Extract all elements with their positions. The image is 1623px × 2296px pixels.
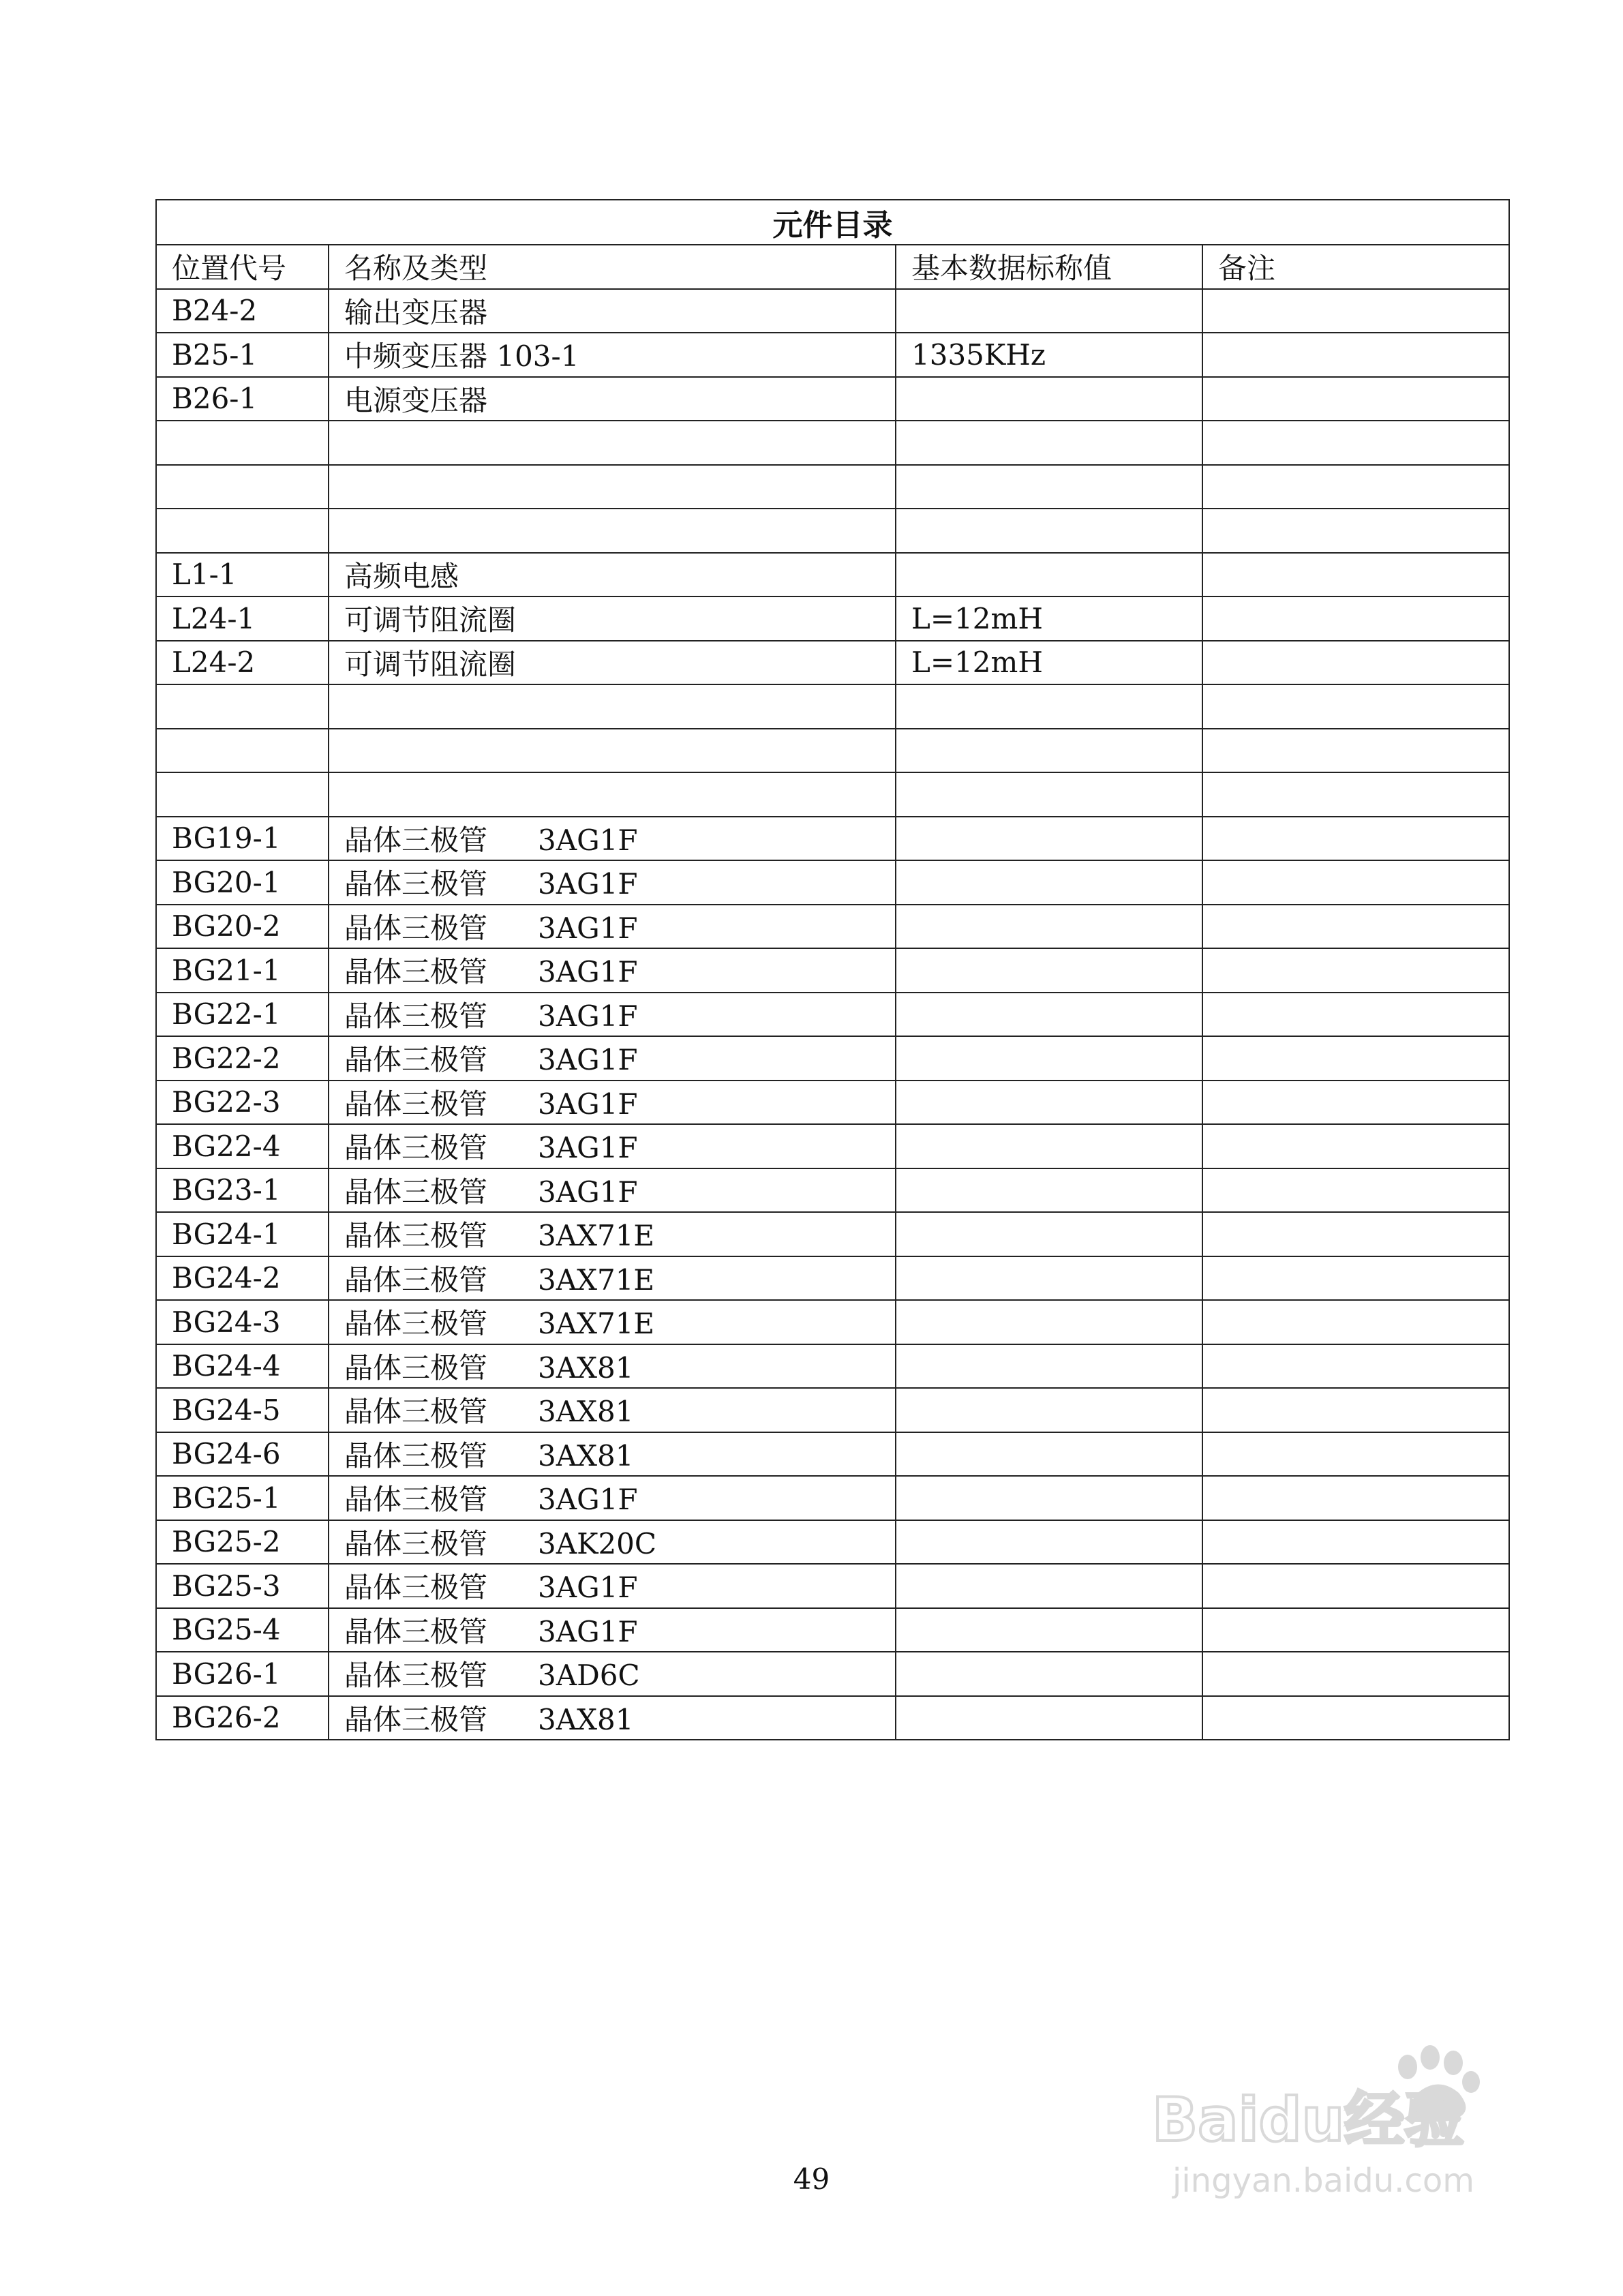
cell-position-code: BG24-5 [156,1388,329,1432]
cell-position-code: BG22-4 [156,1124,329,1168]
component-name: 中频变压器 103-1 [344,339,579,374]
cell-remarks [1202,1652,1509,1696]
table-row [156,1081,1509,1125]
cell-name-type [329,289,896,333]
cell-remarks [1202,421,1509,465]
cell-position-code: L1-1 [156,553,329,597]
table-row [156,1036,1509,1081]
component-name: 晶体三极管 [344,1483,488,1517]
cell-remarks [1202,1608,1509,1652]
component-name: 晶体三极管 [344,999,488,1033]
cell-nominal-value [896,1212,1202,1256]
cell-position-code: BG25-3 [156,1564,329,1608]
cell-nominal-value [896,1124,1202,1168]
component-model: 3AG1F [538,823,638,857]
component-name: 晶体三极管 [344,1571,488,1605]
table-row [156,553,1509,597]
title-row [156,200,1509,245]
cell-remarks [1202,1476,1509,1520]
cell-name-type [329,465,896,509]
watermark-brand: Baidu经验 [1152,2085,1465,2155]
table-row [156,1168,1509,1213]
cell-name-type [329,1036,896,1081]
cell-nominal-value [896,1300,1202,1344]
cell-position-code: B24-2 [156,289,329,333]
component-model: 3AX81 [538,1438,634,1472]
cell-remarks [1202,1520,1509,1565]
component-model: 3AG1F [538,1483,638,1517]
table-row [156,817,1509,861]
table-row [156,1124,1509,1168]
cell-position-code: BG25-2 [156,1520,329,1565]
table-row [156,1388,1509,1432]
cell-name-type [329,1696,896,1740]
cell-name-type [329,421,896,465]
cell-nominal-value [896,860,1202,905]
component-model: 3AG1F [538,1571,638,1605]
cell-name-type [329,553,896,597]
table-row [156,905,1509,949]
cell-remarks [1202,1564,1509,1608]
cell-nominal-value [896,1520,1202,1565]
component-name: 晶体三极管 [344,1614,488,1648]
component-model: 3AG1F [538,1131,638,1165]
cell-nominal-value: L=12mH [896,596,1202,641]
cell-name-type [329,641,896,685]
cell-nominal-value [896,1476,1202,1520]
cell-remarks [1202,1124,1509,1168]
component-name: 晶体三极管 [344,1526,488,1560]
cell-nominal-value [896,1432,1202,1477]
cell-remarks [1202,729,1509,773]
cell-nominal-value [896,1168,1202,1213]
component-model: 3AG1F [538,1087,638,1121]
component-name: 可调节阻流圈 [344,603,517,637]
table-row [156,377,1509,421]
cell-position-code [156,509,329,553]
cell-nominal-value [896,948,1202,993]
component-name: 晶体三极管 [344,1087,488,1121]
component-model: 3AX81 [538,1350,634,1385]
table-row [156,1564,1509,1608]
component-name: 可调节阻流圈 [344,647,517,681]
cell-name-type [329,684,896,729]
cell-nominal-value [896,993,1202,1037]
cell-name-type [329,1520,896,1565]
component-model: 3AK20C [538,1526,657,1560]
table-row [156,772,1509,817]
cell-name-type [329,948,896,993]
component-name: 晶体三极管 [344,1263,488,1297]
component-model: 3AX81 [538,1395,634,1429]
table-row [156,641,1509,685]
cell-name-type [329,1476,896,1520]
table-row [156,1300,1509,1344]
table-row [156,1476,1509,1520]
header-name-type: 名称及类型 [329,245,896,289]
component-name: 输出变压器 [344,295,488,329]
cell-nominal-value: 1335KHz [896,333,1202,377]
cell-name-type [329,1564,896,1608]
cell-remarks [1202,1256,1509,1301]
cell-nominal-value [896,729,1202,773]
table-row [156,1256,1509,1301]
table-row [156,289,1509,333]
component-table [155,199,1510,1740]
table-row [156,1520,1509,1565]
cell-nominal-value [896,1036,1202,1081]
cell-name-type [329,1432,896,1477]
cell-name-type [329,772,896,817]
cell-position-code: BG24-2 [156,1256,329,1301]
component-model: 3AG1F [538,1043,638,1077]
component-name: 晶体三极管 [344,1219,488,1253]
cell-position-code: BG22-1 [156,993,329,1037]
cell-remarks [1202,1081,1509,1125]
cell-name-type [329,509,896,553]
component-name: 晶体三极管 [344,1131,488,1165]
component-model: 3AX71E [538,1263,655,1297]
cell-nominal-value [896,1696,1202,1740]
cell-remarks [1202,948,1509,993]
cell-position-code: BG24-4 [156,1344,329,1389]
cell-nominal-value [896,772,1202,817]
table-row [156,596,1509,641]
table-row [156,509,1509,553]
cell-position-code [156,684,329,729]
table-title: 元件目录 [156,200,1509,245]
cell-position-code [156,421,329,465]
table-row [156,333,1509,377]
cell-nominal-value [896,1652,1202,1696]
component-model: 3AG1F [538,911,638,945]
cell-name-type [329,1608,896,1652]
page-number: 49 [793,2162,830,2196]
cell-position-code [156,772,329,817]
cell-position-code: B26-1 [156,377,329,421]
header-remarks: 备注 [1202,245,1509,289]
cell-position-code: BG19-1 [156,817,329,861]
cell-nominal-value [896,1344,1202,1389]
watermark-url: jingyan.baidu.com [1172,2162,1474,2200]
cell-nominal-value [896,1564,1202,1608]
table-body [156,289,1509,1740]
table-row [156,1608,1509,1652]
cell-name-type [329,1256,896,1301]
cell-remarks [1202,1696,1509,1740]
component-name: 晶体三极管 [344,1395,488,1429]
component-name: 高频电感 [344,559,459,593]
component-model: 3AD6C [538,1659,640,1693]
cell-name-type [329,817,896,861]
cell-name-type [329,1344,896,1389]
cell-remarks [1202,1168,1509,1213]
cell-position-code: BG26-2 [156,1696,329,1740]
header-position-code: 位置代号 [156,245,329,289]
cell-remarks [1202,1432,1509,1477]
cell-remarks [1202,817,1509,861]
cell-remarks [1202,1212,1509,1256]
table-row [156,421,1509,465]
cell-remarks [1202,684,1509,729]
cell-position-code: BG21-1 [156,948,329,993]
cell-remarks [1202,1300,1509,1344]
cell-nominal-value [896,553,1202,597]
cell-remarks [1202,553,1509,597]
component-name: 晶体三极管 [344,1043,488,1077]
cell-nominal-value [896,684,1202,729]
component-name: 电源变压器 [344,383,488,417]
cell-nominal-value: L=12mH [896,641,1202,685]
cell-position-code [156,729,329,773]
component-name: 晶体三极管 [344,955,488,989]
cell-position-code: BG25-1 [156,1476,329,1520]
cell-position-code: BG23-1 [156,1168,329,1213]
component-name: 晶体三极管 [344,823,488,857]
cell-position-code: BG25-4 [156,1608,329,1652]
cell-remarks [1202,377,1509,421]
cell-position-code: BG20-1 [156,860,329,905]
cell-name-type [329,1124,896,1168]
cell-name-type [329,596,896,641]
cell-remarks [1202,1344,1509,1389]
cell-remarks [1202,333,1509,377]
component-model: 3AG1F [538,999,638,1033]
cell-name-type [329,993,896,1037]
component-name: 晶体三极管 [344,1175,488,1209]
cell-name-type [329,905,896,949]
cell-name-type [329,333,896,377]
cell-nominal-value [896,377,1202,421]
cell-nominal-value [896,421,1202,465]
cell-remarks [1202,596,1509,641]
cell-nominal-value [896,1256,1202,1301]
cell-position-code: BG24-6 [156,1432,329,1477]
cell-name-type [329,1652,896,1696]
table-row [156,729,1509,773]
table-row [156,993,1509,1037]
cell-position-code: BG22-3 [156,1081,329,1125]
cell-name-type [329,1212,896,1256]
cell-nominal-value [896,289,1202,333]
cell-nominal-value [896,1081,1202,1125]
cell-remarks [1202,641,1509,685]
cell-position-code: BG26-1 [156,1652,329,1696]
cell-name-type [329,1081,896,1125]
cell-remarks [1202,509,1509,553]
component-model: 3AX71E [538,1307,655,1341]
component-name: 晶体三极管 [344,1659,488,1693]
component-name: 晶体三极管 [344,1307,488,1341]
table-row [156,948,1509,993]
table-row [156,1212,1509,1256]
cell-nominal-value [896,509,1202,553]
table-row [156,1344,1509,1389]
cell-nominal-value [896,1608,1202,1652]
table-row [156,684,1509,729]
cell-position-code: BG24-3 [156,1300,329,1344]
cell-position-code: BG22-2 [156,1036,329,1081]
component-name: 晶体三极管 [344,911,488,945]
component-name: 晶体三极管 [344,1702,488,1736]
table-row [156,465,1509,509]
cell-nominal-value [896,1388,1202,1432]
cell-remarks [1202,465,1509,509]
table-row [156,860,1509,905]
cell-remarks [1202,860,1509,905]
cell-position-code: L24-2 [156,641,329,685]
cell-position-code: B25-1 [156,333,329,377]
component-model: 3AX81 [538,1702,634,1736]
cell-nominal-value [896,905,1202,949]
cell-position-code: BG20-2 [156,905,329,949]
table-row [156,1652,1509,1696]
cell-name-type [329,1388,896,1432]
cell-remarks [1202,905,1509,949]
component-name: 晶体三极管 [344,1350,488,1385]
component-model: 3AG1F [538,867,638,901]
cell-nominal-value [896,817,1202,861]
table-row [156,1696,1509,1740]
header-nominal-value: 基本数据标称值 [896,245,1202,289]
component-catalog [155,199,1508,1740]
cell-name-type [329,729,896,773]
header-row [156,245,1509,289]
cell-remarks [1202,289,1509,333]
cell-name-type [329,1300,896,1344]
component-model: 3AG1F [538,955,638,989]
component-name: 晶体三极管 [344,1438,488,1472]
cell-remarks [1202,1036,1509,1081]
baidu-jingyan-watermark [1145,2038,1527,2202]
cell-remarks [1202,1388,1509,1432]
component-model: 3AX71E [538,1219,655,1253]
table-row [156,1432,1509,1477]
cell-name-type [329,377,896,421]
cell-name-type [329,1168,896,1213]
component-model: 3AG1F [538,1614,638,1648]
component-name: 晶体三极管 [344,867,488,901]
component-model: 3AG1F [538,1175,638,1209]
cell-position-code [156,465,329,509]
cell-remarks [1202,993,1509,1037]
cell-remarks [1202,772,1509,817]
cell-name-type [329,860,896,905]
cell-position-code: L24-1 [156,596,329,641]
cell-position-code: BG24-1 [156,1212,329,1256]
cell-nominal-value [896,465,1202,509]
